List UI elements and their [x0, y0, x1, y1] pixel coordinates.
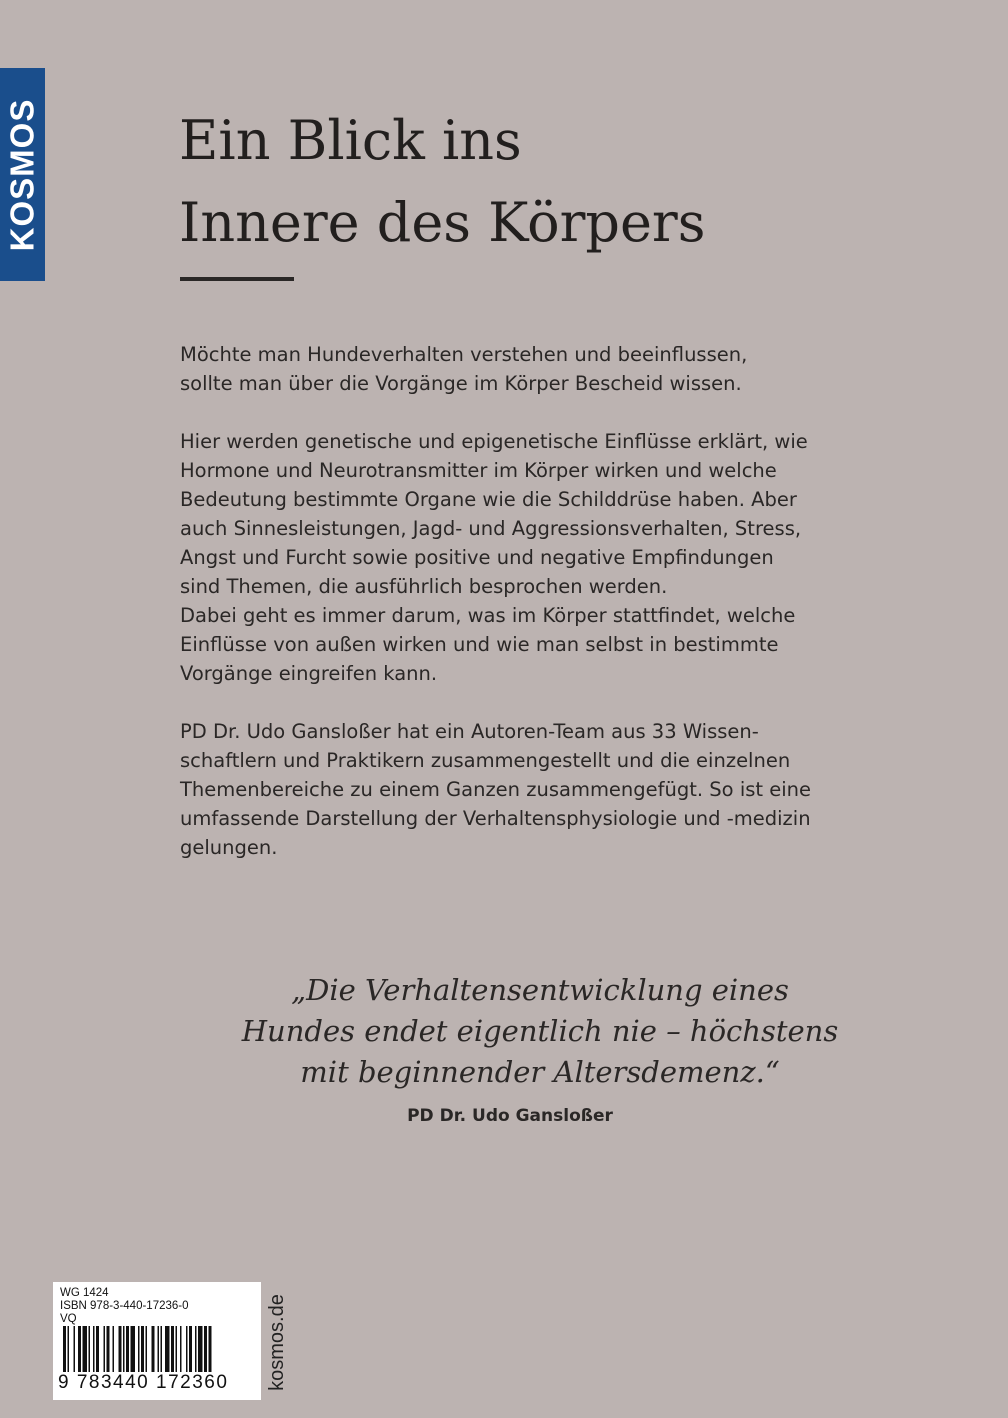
quote-line-2: Hundes endet eigentlich nie – höchstens — [241, 1014, 839, 1048]
text-line: PD Dr. Udo Gansloßer hat ein Autoren-Team aus 33 Wissen- — [180, 720, 759, 743]
quote-line-1: „Die Verhaltensentwicklung eines — [291, 973, 789, 1007]
text-line: Vorgänge eingreifen kann. — [180, 662, 438, 685]
text-line: auch Sinnesleistungen, Jagd- und Aggressionsverhalten, Stress, — [180, 517, 802, 540]
text-line: Angst und Furcht sowie positive und negative Empfindungen — [180, 546, 774, 569]
vq-code: VQ — [60, 1313, 77, 1325]
text-line: Bedeutung bestimmte Organe wie die Schilddrüse haben. Aber — [180, 488, 797, 511]
blurb-paragraph-3 — [180, 717, 880, 862]
text-line: Themenbereiche zu einem Ganzen zusammengefügt. So ist eine — [180, 778, 812, 801]
title-line-1: Ein Blick ins — [179, 109, 522, 172]
text-line: sind Themen, die ausführlich besprochen werden. — [180, 575, 668, 598]
title-line-2: Innere des Körpers — [179, 191, 706, 254]
title-divider — [180, 277, 294, 281]
blurb-paragraph-2 — [180, 427, 880, 688]
isbn-barcode-label — [53, 1282, 261, 1400]
barcode-icon — [63, 1326, 253, 1372]
text-line: Möchte man Hundeverhalten verstehen und beeinflussen, — [180, 343, 748, 366]
book-title — [179, 100, 705, 264]
text-line: Hormone und Neurotransmitter im Körper wirken und welche — [180, 459, 777, 482]
website-label — [262, 1282, 292, 1402]
barcode-digits: 9 783440 172360 — [58, 1372, 229, 1393]
text-line: sollte man über die Vorgänge im Körper Bescheid wissen. — [180, 372, 742, 395]
kosmos-logo-text: KOSMOS — [3, 98, 41, 251]
isbn-text: ISBN 978-3-440-17236-0 — [60, 1300, 189, 1312]
quote-author: PD Dr. Udo Gansloßer — [407, 1106, 613, 1126]
wg-code: WG 1424 — [60, 1287, 109, 1299]
pull-quote — [180, 970, 900, 1093]
kosmos-logo-tab — [0, 68, 45, 281]
text-line: Hier werden genetische und epigenetische Einflüsse erklärt, wie — [180, 430, 808, 453]
text-line: gelungen. — [180, 836, 278, 859]
blurb — [180, 340, 880, 891]
text-line: Einflüsse von außen wirken und wie man selbst in bestimmte — [180, 633, 779, 656]
text-line: Dabei geht es immer darum, was im Körper stattfindet, welche — [180, 604, 796, 627]
text-line: umfassende Darstellung der Verhaltensphysiologie und -medizin — [180, 807, 811, 830]
quote-line-3: mit beginnender Altersdemenz.“ — [300, 1055, 780, 1089]
website-text: kosmos.de — [265, 1293, 288, 1391]
text-line: schaftlern und Praktikern zusammengestellt und die einzelnen — [180, 749, 791, 772]
blurb-paragraph-1 — [180, 340, 880, 398]
